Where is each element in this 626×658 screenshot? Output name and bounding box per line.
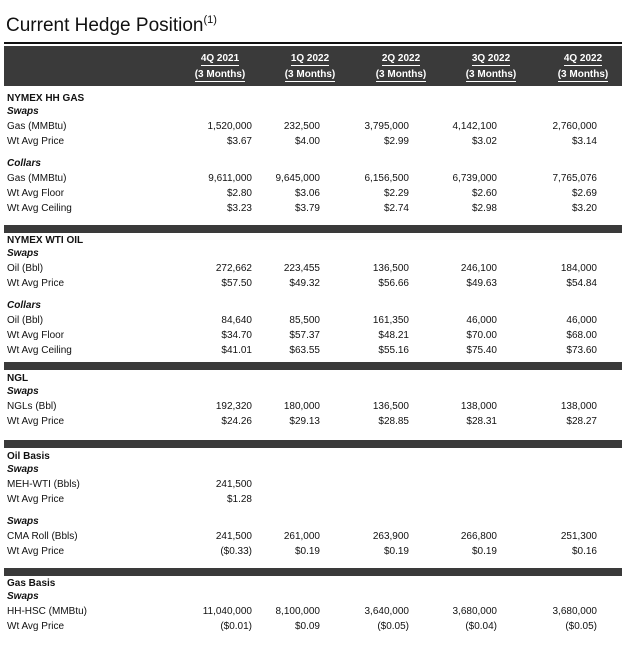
table-cell: $75.40 xyxy=(466,345,497,356)
table-cell: 4,142,100 xyxy=(452,121,497,132)
table-row-label: NGLs (Bbl) xyxy=(7,401,57,412)
table-cell: 84,640 xyxy=(221,315,252,326)
table-cell: $3.20 xyxy=(571,203,597,214)
table-cell: $2.69 xyxy=(571,188,597,199)
table-cell: $3.67 xyxy=(226,136,252,147)
table-cell: $2.74 xyxy=(383,203,409,214)
section-title xyxy=(0,92,626,106)
table-row-label: Wt Avg Floor xyxy=(7,188,65,199)
hedge-type-label xyxy=(0,247,626,261)
table-cell: $49.63 xyxy=(466,278,497,289)
table-row xyxy=(0,329,626,343)
table-row xyxy=(0,277,626,291)
table-row-label: Wt Avg Ceiling xyxy=(7,345,72,356)
table-cell: $3.02 xyxy=(471,136,497,147)
table-cell: $4.00 xyxy=(294,136,320,147)
table-cell: ($0.33) xyxy=(220,546,252,557)
table-cell: $41.01 xyxy=(221,345,252,356)
table-cell: $2.29 xyxy=(383,188,409,199)
table-cell: $2.99 xyxy=(383,136,409,147)
table-row-label: Wt Avg Ceiling xyxy=(7,203,72,214)
table-cell: 1,520,000 xyxy=(207,121,252,132)
table-cell: 261,000 xyxy=(283,531,320,542)
table-row-label: Wt Avg Floor xyxy=(7,330,65,341)
hedge-type-label xyxy=(0,157,626,171)
table-cell: 184,000 xyxy=(560,263,597,274)
table-cell: 11,040,000 xyxy=(202,606,252,617)
table-cell: $0.19 xyxy=(383,546,409,557)
table-cell: $34.70 xyxy=(221,330,252,341)
table-cell: 6,739,000 xyxy=(452,173,497,184)
table-cell: 3,795,000 xyxy=(364,121,409,132)
table-cell: 85,500 xyxy=(289,315,320,326)
table-row xyxy=(0,135,626,149)
table-cell: $70.00 xyxy=(466,330,497,341)
table-cell: $68.00 xyxy=(566,330,597,341)
table-cell: $73.60 xyxy=(566,345,597,356)
hedge-type-label xyxy=(0,590,626,604)
table-cell: $28.85 xyxy=(378,416,409,427)
table-row-label: MEH-WTI (Bbls) xyxy=(7,479,80,490)
table-row xyxy=(0,344,626,358)
section-title xyxy=(0,234,626,248)
hedge-type-label-label: Swaps xyxy=(7,106,39,117)
section-title-label: NYMEX HH GAS xyxy=(7,93,85,104)
hedge-type-label xyxy=(0,105,626,119)
section-divider xyxy=(4,225,622,233)
table-row xyxy=(0,605,626,619)
table-cell: $3.06 xyxy=(294,188,320,199)
table-row xyxy=(0,202,626,216)
table-row xyxy=(0,530,626,544)
table-cell: 136,500 xyxy=(372,263,409,274)
table-row xyxy=(0,262,626,276)
column-header-3q-2022: 3Q 2022 (3 Months) xyxy=(465,53,517,80)
table-cell: $48.21 xyxy=(378,330,409,341)
title-underline xyxy=(4,42,622,44)
table-row-label: Gas (MMBtu) xyxy=(7,121,67,132)
footnote-marker: (1) xyxy=(203,14,217,26)
column-header-4q-2021: 4Q 2021 (3 Months) xyxy=(194,53,246,80)
hedge-type-label xyxy=(0,299,626,313)
table-cell: 138,000 xyxy=(560,401,597,412)
hedge-type-label xyxy=(0,515,626,529)
table-row-label: Gas (MMBtu) xyxy=(7,173,67,184)
table-cell: $56.66 xyxy=(378,278,409,289)
table-cell: $0.16 xyxy=(571,546,597,557)
section-title-label: NGL xyxy=(7,373,29,384)
table-row xyxy=(0,172,626,186)
hedge-type-label-label: Swaps xyxy=(7,516,39,527)
table-cell: $0.19 xyxy=(471,546,497,557)
table-cell: 266,800 xyxy=(460,531,497,542)
table-cell: 6,156,500 xyxy=(364,173,409,184)
table-cell: ($0.05) xyxy=(565,621,597,632)
table-cell: 223,455 xyxy=(283,263,320,274)
table-row-label: Wt Avg Price xyxy=(7,494,65,505)
table-row xyxy=(0,620,626,634)
table-row-label: Wt Avg Price xyxy=(7,621,65,632)
hedge-type-label-label: Swaps xyxy=(7,248,39,259)
section-divider xyxy=(4,568,622,576)
table-cell: 2,760,000 xyxy=(552,121,597,132)
column-header-4q-2022: 4Q 2022 (3 Months) xyxy=(557,53,609,80)
table-cell: $49.32 xyxy=(289,278,320,289)
table-cell: 246,100 xyxy=(460,263,497,274)
table-cell: $3.23 xyxy=(226,203,252,214)
section-title xyxy=(0,450,626,464)
page-title: Current Hedge Position$^{(1)}$ xyxy=(6,14,217,36)
section-title-label: Oil Basis xyxy=(7,451,50,462)
table-row xyxy=(0,120,626,134)
section-title xyxy=(0,372,626,386)
table-row xyxy=(0,415,626,429)
table-cell: ($0.04) xyxy=(465,621,497,632)
table-cell: 9,645,000 xyxy=(275,173,320,184)
table-cell: 241,500 xyxy=(215,531,252,542)
table-cell: $2.60 xyxy=(471,188,497,199)
table-cell: 7,765,076 xyxy=(552,173,597,184)
table-cell: 251,300 xyxy=(560,531,597,542)
table-row-label: Wt Avg Price xyxy=(7,546,65,557)
section-divider xyxy=(4,362,622,370)
hedge-type-label xyxy=(0,385,626,399)
table-cell: $29.13 xyxy=(289,416,320,427)
table-cell: 192,320 xyxy=(215,401,252,412)
section-divider xyxy=(4,440,622,448)
table-cell: $24.26 xyxy=(221,416,252,427)
table-cell: 180,000 xyxy=(283,401,320,412)
table-cell: 138,000 xyxy=(460,401,497,412)
table-cell: ($0.05) xyxy=(377,621,409,632)
table-cell: $28.27 xyxy=(566,416,597,427)
hedge-type-label-label: Swaps xyxy=(7,386,39,397)
table-cell: 3,680,000 xyxy=(552,606,597,617)
table-cell: $0.19 xyxy=(294,546,320,557)
table-cell: 136,500 xyxy=(372,401,409,412)
table-cell: $1.28 xyxy=(226,494,252,505)
table-cell: $63.55 xyxy=(289,345,320,356)
table-row-label: Oil (Bbl) xyxy=(7,263,44,274)
hedge-type-label xyxy=(0,463,626,477)
table-header xyxy=(4,46,622,86)
table-row xyxy=(0,314,626,328)
table-cell: 3,640,000 xyxy=(364,606,409,617)
table-cell: $57.37 xyxy=(289,330,320,341)
column-header-1q-2022: 1Q 2022 (3 Months) xyxy=(284,53,336,80)
table-cell: 232,500 xyxy=(283,121,320,132)
table-cell: 46,000 xyxy=(566,315,597,326)
table-row xyxy=(0,478,626,492)
table-cell: $2.98 xyxy=(471,203,497,214)
table-row-label: Wt Avg Price xyxy=(7,136,65,147)
table-cell: $28.31 xyxy=(466,416,497,427)
table-row-label: Wt Avg Price xyxy=(7,278,65,289)
table-cell: ($0.01) xyxy=(220,621,252,632)
table-row xyxy=(0,545,626,559)
table-row-label: HH-HSC (MMBtu) xyxy=(7,606,87,617)
table-cell: 263,900 xyxy=(372,531,409,542)
table-row xyxy=(0,187,626,201)
table-row-label: Oil (Bbl) xyxy=(7,315,44,326)
hedge-type-label-label: Swaps xyxy=(7,591,39,602)
table-row-label: Wt Avg Price xyxy=(7,416,65,427)
table-cell: 46,000 xyxy=(466,315,497,326)
table-cell: $3.79 xyxy=(294,203,320,214)
table-cell: 241,500 xyxy=(215,479,252,490)
table-cell: $54.84 xyxy=(566,278,597,289)
hedge-type-label-label: Collars xyxy=(7,300,41,311)
section-title-label: Gas Basis xyxy=(7,578,56,589)
table-cell: $2.80 xyxy=(226,188,252,199)
table-cell: $3.14 xyxy=(571,136,597,147)
section-title-label: NYMEX WTI OIL xyxy=(7,235,84,246)
table-cell: 8,100,000 xyxy=(275,606,320,617)
section-title xyxy=(0,577,626,591)
table-cell: 9,611,000 xyxy=(208,173,252,184)
table-cell: 272,662 xyxy=(215,263,252,274)
table-row xyxy=(0,400,626,414)
hedge-type-label-label: Swaps xyxy=(7,464,39,475)
table-row xyxy=(0,493,626,507)
table-row-label: CMA Roll (Bbls) xyxy=(7,531,78,542)
column-header-2q-2022: 2Q 2022 (3 Months) xyxy=(375,53,427,80)
table-cell: 3,680,000 xyxy=(452,606,497,617)
table-cell: $0.09 xyxy=(294,621,320,632)
table-cell: $55.16 xyxy=(378,345,409,356)
table-cell: $57.50 xyxy=(221,278,252,289)
table-cell: 161,350 xyxy=(372,315,409,326)
hedge-type-label-label: Collars xyxy=(7,158,41,169)
